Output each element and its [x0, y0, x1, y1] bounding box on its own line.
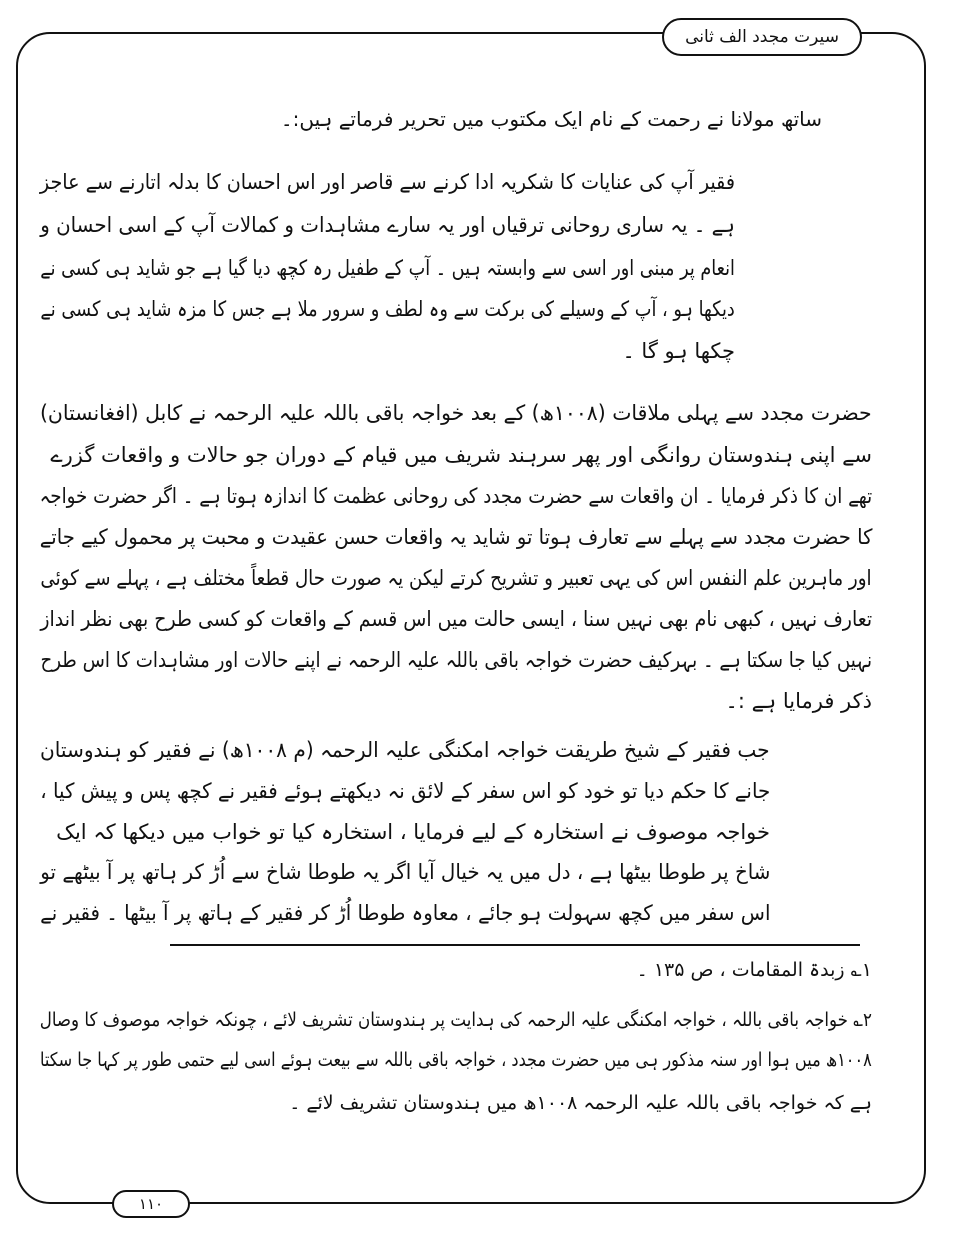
intro-line: ساتھ مولانا نے رحمت کے نام ایک مکتوب میں تحریر فرماتے ہیں:۔ — [280, 107, 822, 131]
footnote-divider — [170, 944, 860, 946]
body-line: تھے ان کا ذکر فرمایا ۔ ان واقعات سے حضرت مجدد کی روحانی عظمت کا اندازہ ہوتا ہے ۔ اگر حضرت خواجہ — [39, 484, 872, 508]
body-line: حضرت مجدد سے پہلی ملاقات (۱۰۰۸ھ) کے بعد خواجہ باقی باللہ علیہ الرحمہ نے کابل (افغانستان) — [40, 401, 872, 425]
quote2-line: شاخ پر طوطا بیٹھا ہے ، دل میں یہ خیال آیا اگر یہ طوطا شاخ سے اُڑ کر ہاتھ پر آ بیٹھے تو — [39, 860, 770, 884]
quote2-line: اس سفر میں کچھ سہولت ہو جائے ، معاوہ طوطا اُڑ کر فقیر کے ہاتھ پر آ بیٹھا ۔ فقیر نے — [39, 901, 770, 925]
footnote-line: ۱۰۰۸ھ میں ہوا اور سنہ مذکور ہی میں حضرت مجدد ، خواجہ باقی باللہ سے بیعت ہوئے اسی لیے حتمی طور پر کہا جا سکتا — [40, 1049, 872, 1071]
body-line: اور ماہرین علم النفس اس کی یہی تعبیر و تشریح کرتے لیکن یہ صورت حال قطعاً مختلف ہے ، پہلے سے کوئی — [40, 566, 872, 590]
footnote-line: ۱؎ زبدۃ المقامات ، ص ۱۳۵ ۔ — [636, 959, 872, 981]
quote2-line: خواجہ موصوف نے استخارہ کے لیے فرمایا ، استخارہ کیا تو خواب میں دیکھا کہ ایک — [56, 820, 770, 844]
body-line: کا حضرت مجدد سے پہلے سے تعارف ہوتا تو شاید یہ واقعات حسن عقیدت و محبت پر محمول کیے جاتے — [39, 525, 872, 549]
running-header-title: سیرت مجدد الف ثانی — [685, 27, 839, 47]
quote1-line: چکھا ہو گا ۔ — [622, 339, 735, 363]
footnote-line: ۲؎ خواجہ باقی باللہ ، خواجہ امکنگی علیہ الرحمہ کی ہدایت پر ہندوستان تشریف لائے ، چونکہ خواجہ موصوف کا وصال — [39, 1009, 872, 1031]
quote2-line: جب فقیر کے شیخ طریقت خواجہ امکنگی علیہ الرحمہ (م ۱۰۰۸ھ) نے فقیر کو ہندوستان — [40, 738, 770, 762]
body-line: ذکر فرمایا ہے :۔ — [725, 689, 872, 713]
body-line: سے اپنی ہندوستان روانگی اور پھر سرہند شریف میں قیام کے دوران جو حالات و واقعات گزرے — [50, 443, 872, 467]
body-line: تعارف نہیں ، کبھی نام بھی نہیں سنا ، ایسی حالت میں اس قسم کے واقعات کو کسی طرح بھی نظر انداز — [40, 607, 872, 631]
footnote-line: ہے کہ خواجہ باقی باللہ علیہ الرحمہ ۱۰۰۸ھ میں ہندوستان تشریف لائے ۔ — [289, 1092, 872, 1114]
quote1-line: انعام پر مبنی اور اسی سے وابستہ ہیں ۔ آپ کے طفیل رہ کچھ دیا گیا ہے جو شاید ہی کسی نے — [40, 256, 735, 280]
body-line: نہیں کیا جا سکتا ہے ۔ بہرکیف حضرت خواجہ باقی باللہ علیہ الرحمہ نے اپنے حالات اور مشاہدات کا اس طرح — [40, 648, 872, 672]
quote2-line: جانے کا حکم دیا تو خود کو اس سفر کے لائق نہ دیکھتے ہوئے فقیر نے کچھ پس و پیش کیا ، — [40, 779, 770, 803]
quote1-line: ہے ۔ یہ ساری روحانی ترقیاں اور یہ سارے مشاہدات و کمالات آپ کے اسی احسان و — [40, 213, 735, 237]
quote1-line: فقیر آپ کی عنایات کا شکریہ ادا کرنے سے قاصر اور اس احسان کا بدلہ اتارنے سے عاجز — [39, 170, 735, 194]
quote1-line: دیکھا ہو ، آپ کے وسیلے کی برکت سے وہ لطف و سرور ملا ہے جس کا مزہ شاید ہی کسی نے — [40, 297, 735, 321]
page-number-tab — [112, 1190, 190, 1218]
page-number: ۱۱۰ — [138, 1195, 164, 1213]
